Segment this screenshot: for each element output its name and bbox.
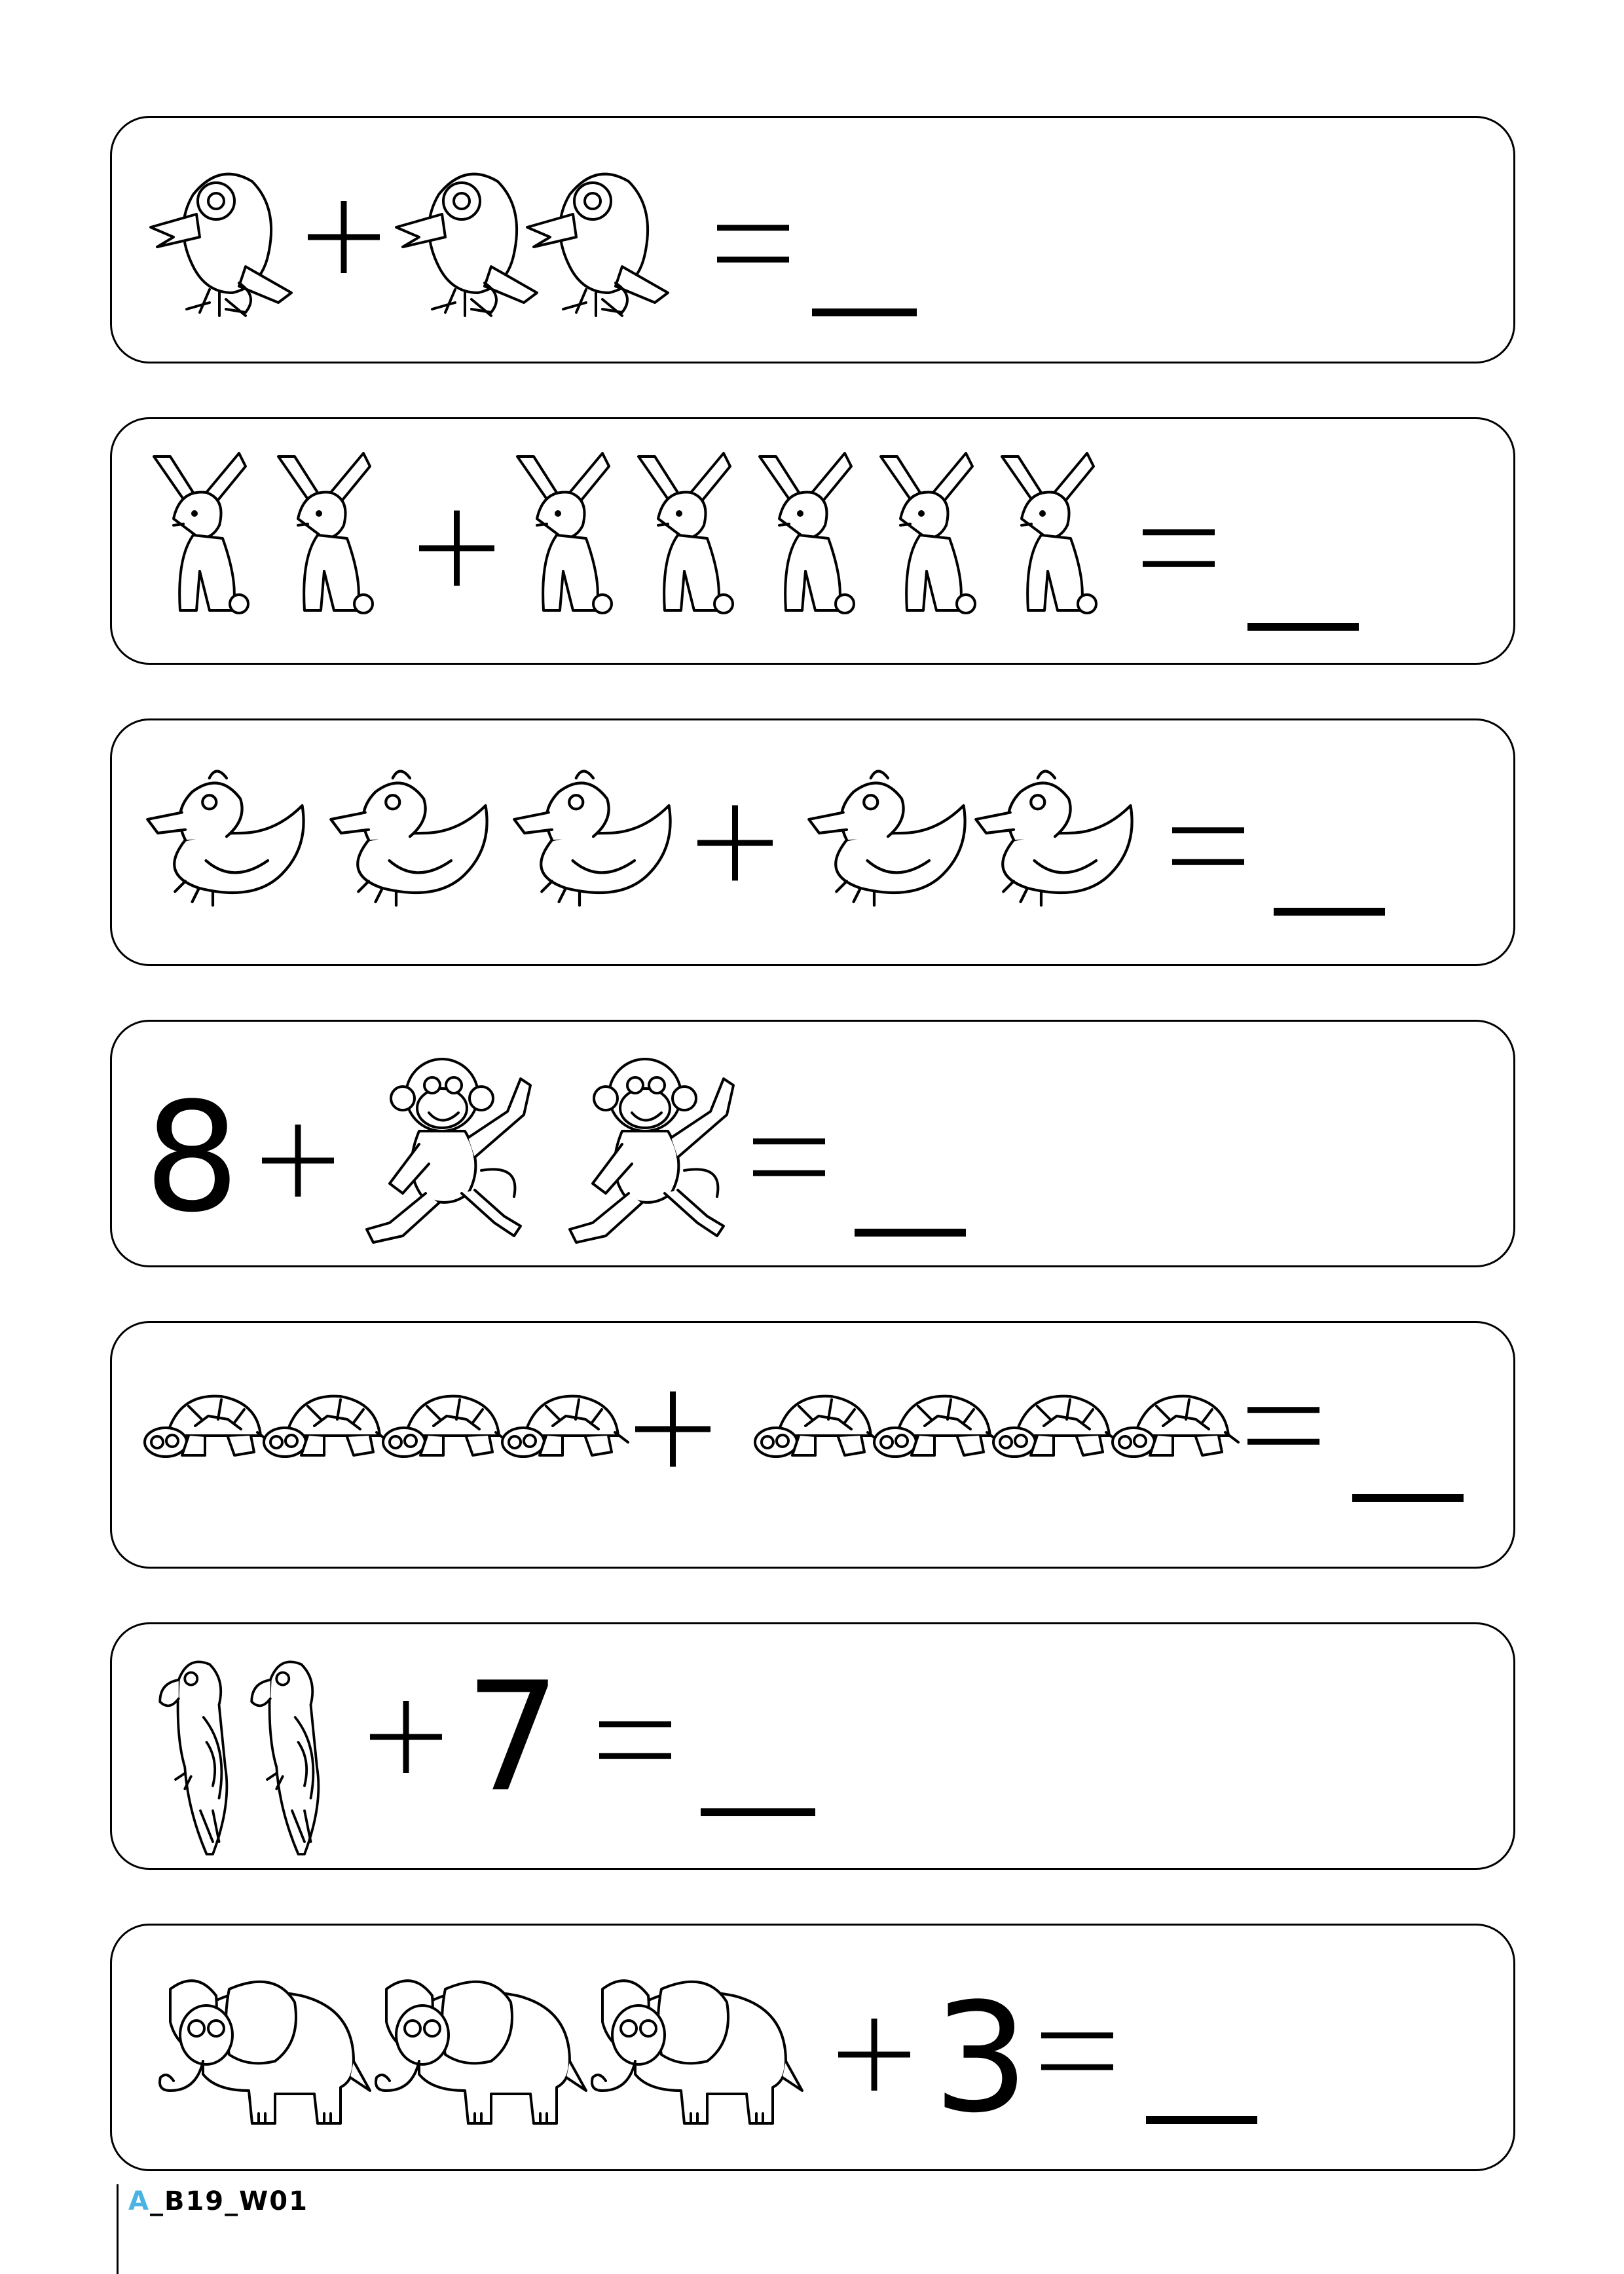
elephant-icon	[592, 1981, 802, 2123]
parrot-icon	[251, 1662, 318, 1854]
monkey-icon	[367, 1059, 530, 1242]
number-operand: 3	[933, 1971, 1029, 2146]
plus-sign	[838, 2019, 910, 2091]
bird-icon	[396, 174, 537, 316]
rabbit-icon	[1002, 453, 1096, 613]
duck-icon	[809, 772, 965, 906]
rabbit-icon	[154, 453, 248, 613]
equals-sign	[1172, 830, 1244, 862]
rabbit-icon	[881, 453, 975, 613]
turtle-icon	[145, 1396, 270, 1457]
plus-sign	[419, 511, 494, 586]
duck-icon	[147, 772, 303, 906]
equals-sign	[753, 1142, 825, 1173]
footer-accent-letter: A	[128, 2186, 150, 2216]
plus-sign	[370, 1701, 442, 1773]
rabbit-icon	[760, 453, 854, 613]
turtle-icon	[383, 1396, 509, 1457]
bird-icon	[151, 174, 291, 316]
turtle-icon	[502, 1396, 628, 1457]
footer-code	[128, 2186, 308, 2216]
duck-icon	[976, 772, 1132, 906]
plus-sign	[635, 1392, 710, 1467]
duck-icon	[331, 772, 487, 906]
turtle-icon	[993, 1396, 1119, 1457]
equals-sign	[1041, 2036, 1113, 2067]
equals-sign	[1143, 532, 1215, 564]
plus-sign	[308, 201, 380, 273]
monkey-icon	[570, 1059, 733, 1242]
footer-code-text: _B19_W01	[149, 2186, 308, 2216]
rabbit-icon	[638, 453, 733, 613]
number-operand: 7	[465, 1650, 561, 1825]
rabbit-icon	[517, 453, 612, 613]
plus-sign	[697, 806, 773, 881]
parrot-icon	[160, 1662, 227, 1854]
turtle-icon	[1113, 1396, 1238, 1457]
bird-icon	[527, 174, 668, 316]
elephant-icon	[376, 1981, 586, 2123]
turtle-icon	[874, 1396, 1000, 1457]
rabbit-icon	[278, 453, 373, 613]
footer-divider	[117, 2184, 119, 2274]
turtle-icon	[264, 1396, 390, 1457]
equals-sign	[717, 228, 789, 259]
equals-sign	[599, 1724, 671, 1756]
plus-sign	[262, 1125, 334, 1197]
turtle-icon	[755, 1396, 881, 1457]
number-operand: 8	[144, 1071, 240, 1246]
elephant-icon	[160, 1981, 370, 2123]
equals-sign	[1247, 1410, 1320, 1442]
duck-icon	[514, 772, 670, 906]
